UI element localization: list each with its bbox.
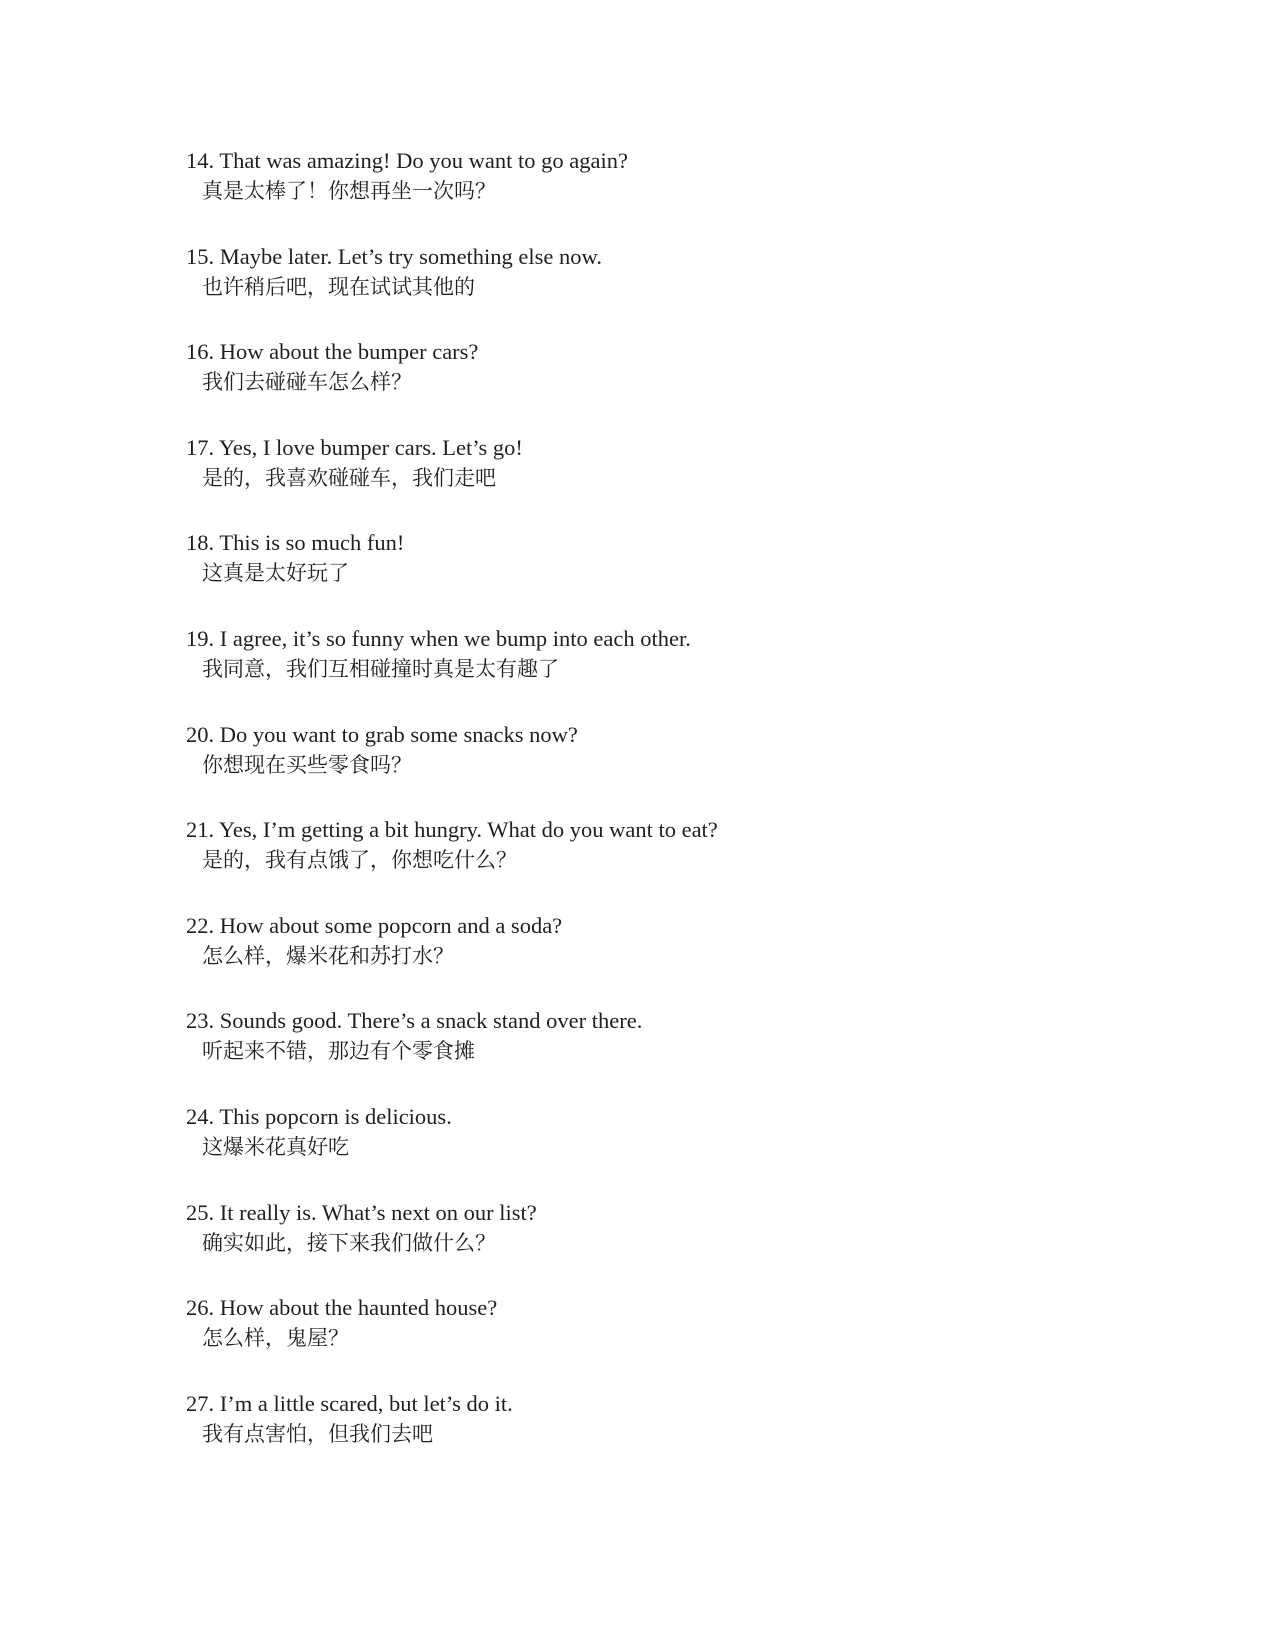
chinese-translation: 这真是太好玩了 bbox=[202, 561, 349, 586]
chinese-translation: 真是太棒了！你想再坐一次吗？ bbox=[202, 179, 496, 203]
chinese-translation: 怎么样，鬼屋？ bbox=[202, 1326, 349, 1351]
chinese-translation: 听起来不错，那边有个零食摊 bbox=[202, 1039, 475, 1064]
english-line: 19. I agree, it’s so funny when we bump into each other. bbox=[186, 625, 691, 651]
chinese-translation: 怎么样，爆米花和苏打水？ bbox=[202, 943, 454, 968]
dialogue-entry bbox=[186, 1389, 1086, 1485]
english-line: 20. Do you want to grab some snacks now? bbox=[186, 721, 578, 747]
english-line: 18. This is so much fun! bbox=[186, 530, 405, 556]
dialogue-entry bbox=[186, 242, 1086, 338]
english-line: 27. I’m a little scared, but let’s do it. bbox=[186, 1390, 513, 1416]
english-line: 14. That was amazing! Do you want to go again? bbox=[186, 148, 628, 173]
chinese-translation: 也许稍后吧，现在试试其他的 bbox=[202, 274, 475, 299]
english-line: 25. It really is. What’s next on our list? bbox=[186, 1199, 537, 1225]
english-line: 21. Yes, I’m getting a bit hungry. What do you want to eat? bbox=[186, 817, 718, 843]
chinese-translation: 确实如此，接下来我们做什么？ bbox=[202, 1230, 496, 1255]
dialogue-entry bbox=[186, 815, 1086, 911]
chinese-translation: 是的，我喜欢碰碰车，我们走吧 bbox=[202, 465, 496, 490]
dialogue-entry bbox=[186, 911, 1086, 1007]
dialogue-entry bbox=[186, 528, 1086, 624]
chinese-translation: 我有点害怕，但我们去吧 bbox=[202, 1421, 433, 1446]
dialogue-entry bbox=[186, 1102, 1086, 1198]
english-line: 24. This popcorn is delicious. bbox=[186, 1103, 452, 1129]
english-line: 17. Yes, I love bumper cars. Let’s go! bbox=[186, 434, 523, 460]
dialogue-entry bbox=[186, 1198, 1086, 1294]
dialogue-entry bbox=[186, 337, 1086, 433]
english-line: 16. How about the bumper cars? bbox=[186, 339, 479, 365]
chinese-translation: 这爆米花真好吃 bbox=[202, 1134, 349, 1159]
dialogue-entry bbox=[186, 624, 1086, 720]
dialogue-entry bbox=[186, 146, 1086, 242]
english-line: 26. How about the haunted house? bbox=[186, 1295, 498, 1321]
dialogue-entry bbox=[186, 433, 1086, 529]
english-line: 15. Maybe later. Let’s try something else now. bbox=[186, 243, 602, 269]
chinese-translation: 我们去碰碰车怎么样？ bbox=[202, 370, 412, 395]
chinese-translation: 你想现在买些零食吗？ bbox=[202, 752, 412, 777]
english-line: 23. Sounds good. There’s a snack stand over there. bbox=[186, 1008, 643, 1034]
chinese-translation: 我同意，我们互相碰撞时真是太有趣了 bbox=[202, 656, 559, 681]
chinese-translation: 是的，我有点饿了，你想吃什么？ bbox=[202, 848, 517, 873]
dialogue-list bbox=[186, 146, 1086, 1484]
dialogue-entry bbox=[186, 720, 1086, 816]
dialogue-entry bbox=[186, 1293, 1086, 1389]
english-line: 22. How about some popcorn and a soda? bbox=[186, 912, 563, 938]
dialogue-entry bbox=[186, 1006, 1086, 1102]
